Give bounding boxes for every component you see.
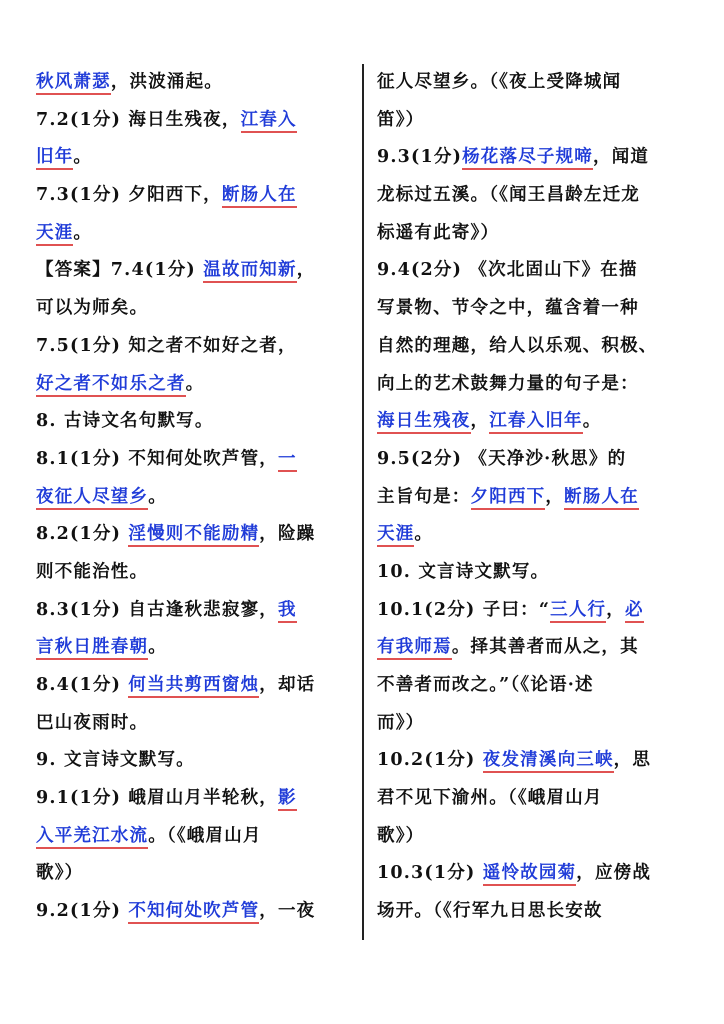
answer-text: 言秋日胜春朝 — [36, 637, 148, 660]
question-text: 8.3(1分) 自古逢秋悲寂寥， — [36, 599, 278, 620]
text-line — [377, 328, 693, 366]
text-line — [377, 818, 693, 856]
question-text: 。 — [148, 486, 167, 507]
question-text: 7.5(1分) 知之者不如好之者， — [36, 335, 297, 356]
question-text: 笛》） — [377, 109, 425, 130]
question-text: 7.3(1分) 夕阳西下， — [36, 185, 222, 206]
text-line — [377, 516, 693, 554]
question-text: ， — [606, 599, 625, 620]
answer-text: 杨花落尽子规啼 — [462, 147, 593, 170]
text-line — [36, 855, 354, 893]
answer-text: 旧年 — [36, 147, 73, 170]
text-line — [36, 366, 354, 404]
question-text: 8.1(1分) 不知何处吹芦管， — [36, 448, 278, 469]
question-text: ， — [296, 260, 316, 281]
answer-text: 断肠人在 — [222, 185, 297, 208]
text-line — [36, 290, 354, 328]
text-line — [36, 667, 354, 705]
text-line — [377, 64, 693, 102]
text-line — [36, 705, 354, 743]
text-line — [36, 516, 354, 554]
text-line — [36, 742, 354, 780]
question-text: 9.1(1分) 峨眉山月半轮秋， — [36, 788, 278, 809]
question-text: 主旨句是： — [377, 486, 471, 507]
text-line — [377, 177, 693, 215]
question-text: 10.1(2分) 子曰：“ — [377, 599, 551, 620]
text-line — [377, 667, 693, 705]
question-text: 标遥有此寄》） — [377, 222, 500, 243]
question-text: 9.4(2分) 《次北固山下》在描 — [377, 260, 638, 281]
question-text: 君不见下渝州。（《峨眉山月 — [377, 788, 603, 809]
question-text: ， — [545, 486, 565, 507]
text-line — [377, 554, 693, 592]
answer-text: 遥怜故园菊 — [483, 863, 577, 886]
answer-text: 秋风萧瑟 — [36, 72, 111, 95]
question-text: 则不能治性。 — [36, 561, 149, 582]
answer-text: 不知何处吹芦管 — [128, 901, 259, 924]
text-line — [377, 780, 693, 818]
text-line — [377, 139, 693, 177]
text-line — [36, 629, 354, 667]
answer-text: 天涯 — [36, 223, 73, 246]
question-text: 【答案】7.4(1分) — [36, 260, 204, 281]
answer-text: 江春入旧年 — [489, 411, 583, 434]
answer-text: 江春入 — [241, 110, 297, 133]
text-line — [36, 554, 354, 592]
question-text: 10.2(1分) — [377, 750, 483, 771]
answer-text: 温故而知新 — [203, 260, 297, 283]
answer-text: 入平羌江水流 — [36, 826, 148, 849]
answer-text: 断肠人在 — [564, 487, 639, 510]
question-text: 9.2(1分) — [36, 901, 129, 922]
text-line — [36, 818, 354, 856]
text-line — [36, 64, 354, 102]
question-text: ， — [470, 411, 490, 432]
text-line — [36, 893, 354, 931]
left-column — [36, 64, 354, 931]
question-text: 龙标过五溪。（《闻王昌龄左迁龙 — [377, 185, 640, 206]
answer-text: 一 — [278, 449, 297, 472]
text-line — [36, 139, 354, 177]
text-line — [377, 366, 693, 404]
question-text: ，险躁 — [259, 524, 316, 545]
column-divider — [362, 64, 364, 940]
answer-text: 影 — [278, 788, 297, 811]
text-line — [36, 252, 354, 290]
question-text: ，却话 — [259, 675, 316, 695]
answer-text: 海日生残夜 — [377, 411, 471, 434]
question-text: 可以为师矣。 — [36, 298, 149, 319]
text-line — [377, 855, 693, 893]
question-text: 。 — [73, 222, 93, 243]
question-text: 。 — [73, 147, 93, 168]
question-text: 场开。（《行军九日思长安故 — [377, 901, 603, 922]
text-line — [377, 893, 693, 931]
text-line — [377, 215, 693, 253]
question-text: ，一夜 — [259, 901, 316, 922]
text-line — [36, 441, 354, 479]
text-line — [36, 479, 354, 517]
question-text: 。（《峨眉山月 — [148, 825, 262, 846]
question-text: 。 — [148, 637, 167, 658]
question-text: 。 — [582, 411, 602, 432]
question-text: 歌》） — [377, 825, 425, 846]
question-text: ，闻道 — [593, 147, 650, 168]
text-line — [36, 102, 354, 140]
text-line — [377, 290, 693, 328]
answer-text: 好之者不如乐之者 — [36, 374, 186, 397]
text-line — [36, 780, 354, 818]
question-text: 10.3(1分) — [377, 863, 483, 884]
question-text: 9. 文言诗文默写。 — [36, 750, 195, 771]
text-line — [36, 328, 354, 366]
text-line — [36, 403, 354, 441]
question-text: ，洪波涌起。 — [110, 72, 224, 92]
answer-text: 必 — [625, 600, 644, 623]
question-text: 7.2(1分) 海日生残夜， — [36, 109, 241, 130]
text-line — [36, 215, 354, 253]
text-line — [377, 629, 693, 667]
answer-text: 三人行 — [550, 600, 606, 623]
question-text: ，应傍战 — [576, 863, 652, 884]
answer-text: 我 — [278, 600, 297, 623]
question-text: 写景物、节令之中，蕴含着一种 — [377, 298, 639, 319]
answer-text: 有我师焉 — [377, 637, 452, 660]
text-line — [36, 177, 354, 215]
question-text: 8.4(1分) — [36, 675, 129, 695]
question-text: 巴山夜雨时。 — [36, 712, 149, 733]
question-text: 。 — [185, 373, 205, 394]
answer-text: 淫慢则不能励精 — [128, 524, 259, 547]
text-line — [377, 479, 693, 517]
text-line — [377, 102, 693, 140]
question-text: 征人尽望乡。（《夜上受降城闻 — [377, 72, 622, 92]
text-line — [377, 742, 693, 780]
answer-text: 何当共剪西窗烛 — [128, 675, 259, 698]
question-text: 。 — [414, 524, 434, 545]
text-line — [377, 441, 693, 479]
text-line — [377, 403, 693, 441]
question-text: 而》） — [377, 712, 425, 733]
question-text: 不善者而改之。”（《论语·述 — [377, 675, 594, 695]
question-text: 向上的艺术鼓舞力量的句子是： — [377, 373, 639, 394]
text-line — [377, 705, 693, 743]
right-column — [377, 64, 693, 931]
text-line — [36, 592, 354, 630]
answer-text: 夜征人尽望乡 — [36, 487, 148, 510]
answer-text: 夕阳西下 — [471, 487, 546, 510]
question-text: 8. 古诗文名句默写。 — [36, 411, 214, 432]
question-text: 9.5(2分) 《天净沙·秋思》的 — [377, 448, 627, 469]
question-text: 9.3(1分) — [377, 147, 463, 168]
question-text: 歌》） — [36, 863, 84, 884]
question-text: ，思 — [613, 750, 652, 771]
text-line — [377, 592, 693, 630]
question-text: 10. 文言诗文默写。 — [377, 561, 550, 582]
question-text: 8.2(1分) — [36, 524, 129, 545]
answer-text: 夜发清溪向三峡 — [483, 750, 614, 773]
question-text: 自然的理趣，给人以乐观、积极、 — [377, 335, 658, 356]
question-text: 。择其善者而从之，其 — [451, 637, 639, 658]
answer-text: 天涯 — [377, 524, 414, 547]
text-line — [377, 252, 693, 290]
